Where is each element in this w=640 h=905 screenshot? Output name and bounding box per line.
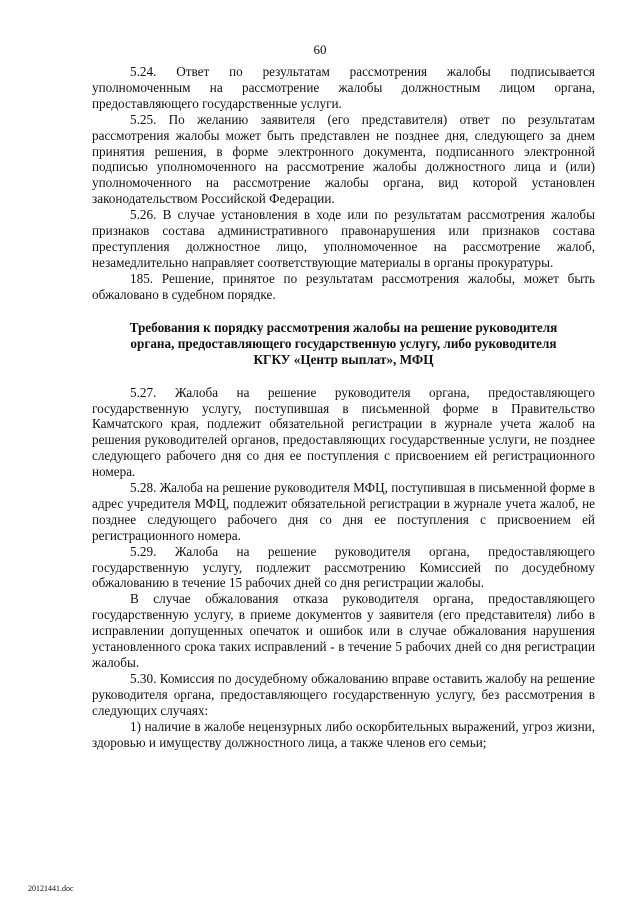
paragraph-5-29-refusal: В случае обжалования отказа руководителя органа, предоставляющего государственную услугу, в приеме документов у заявителя (его представителя) либо в исправлении допущенных опечаток и ошибок или в случае обжалования нарушения установленного срока таких исправлений - в течение 5 рабочих дней со дня регистрации жалобы.: [92, 591, 595, 670]
paragraph-5-29: 5.29. Жалоба на решение руководителя органа, предоставляющего государственную услугу, подлежит рассмотрению Комиссией по досудебному обжалованию в течение 15 рабочих дней со дня регистрации жалобы.: [92, 543, 595, 591]
section-heading: Требования к порядку рассмотрения жалобы на решение руководителя органа, предоставляющего государственную услугу, либо руководителя КГКУ «Центр выплат», МФЦ: [129, 319, 558, 367]
paragraph-5-26: 5.26. В случае установления в ходе или по результатам рассмотрения жалобы признаков состава административного правонарушения или признаков состава преступления должностное лицо, уполномоченное на рассмотрение жалоб, незамедлительно направляет соответствующие материалы в органы прокуратуры.: [92, 207, 595, 270]
paragraph-5-30: 5.30. Комиссия по досудебному обжалованию вправе оставить жалобу на решение руководителя органа, предоставляющего государственную услугу, без рассмотрения в следующих случаях:: [92, 670, 595, 718]
paragraph-5-30-item-1: 1) наличие в жалобе нецензурных либо оскорбительных выражений, угроз жизни, здоровью и имуществу должностного лица, а также членов его семьи;: [92, 718, 595, 750]
page-number: 60: [313, 42, 327, 57]
paragraph-5-24: 5.24. Ответ по результатам рассмотрения жалобы подписывается уполномоченным на рассмотрение жалобы должностным лицом органа, предоставляющего государственные услуги.: [92, 64, 595, 111]
document-body: [92, 64, 595, 750]
footer-filename: 20121441.doc: [28, 884, 74, 893]
paragraph-5-27: 5.27. Жалоба на решение руководителя органа, предоставляющего государственную услугу, поступившая в письменной форме в Правительство Камчатского края, подлежит обязательной регистрации в журнале учета жалоб на решения руководителей органов, предоставляющих государственные услуги, не позднее следующего рабочего дня со дня ее поступления с присвоением ей регистрационного номера.: [92, 384, 595, 480]
paragraph-185: 185. Решение, принятое по результатам рассмотрения жалобы, может быть обжаловано в судебном порядке.: [92, 270, 595, 302]
paragraph-5-28: 5.28. Жалоба на решение руководителя МФЦ, поступившая в письменной форме в адрес учредителя МФЦ, подлежит обязательной регистрации в журнале учета жалоб, не позднее следующего рабочего дня со дня ее поступления с присвоением ей регистрационного номера.: [92, 480, 595, 543]
paragraph-5-25: 5.25. По желанию заявителя (его представителя) ответ по результатам рассмотрения жалобы может быть представлен не позднее дня, следующего за днем принятия решения, в форме электронного документа, подписанного электронной подписью уполномоченного на рассмотрение жалобы должностного лица и (или) уполномоченного на рассмотрение жалобы органа, вид которой установлен законодательством Российской Федерации.: [92, 111, 595, 207]
